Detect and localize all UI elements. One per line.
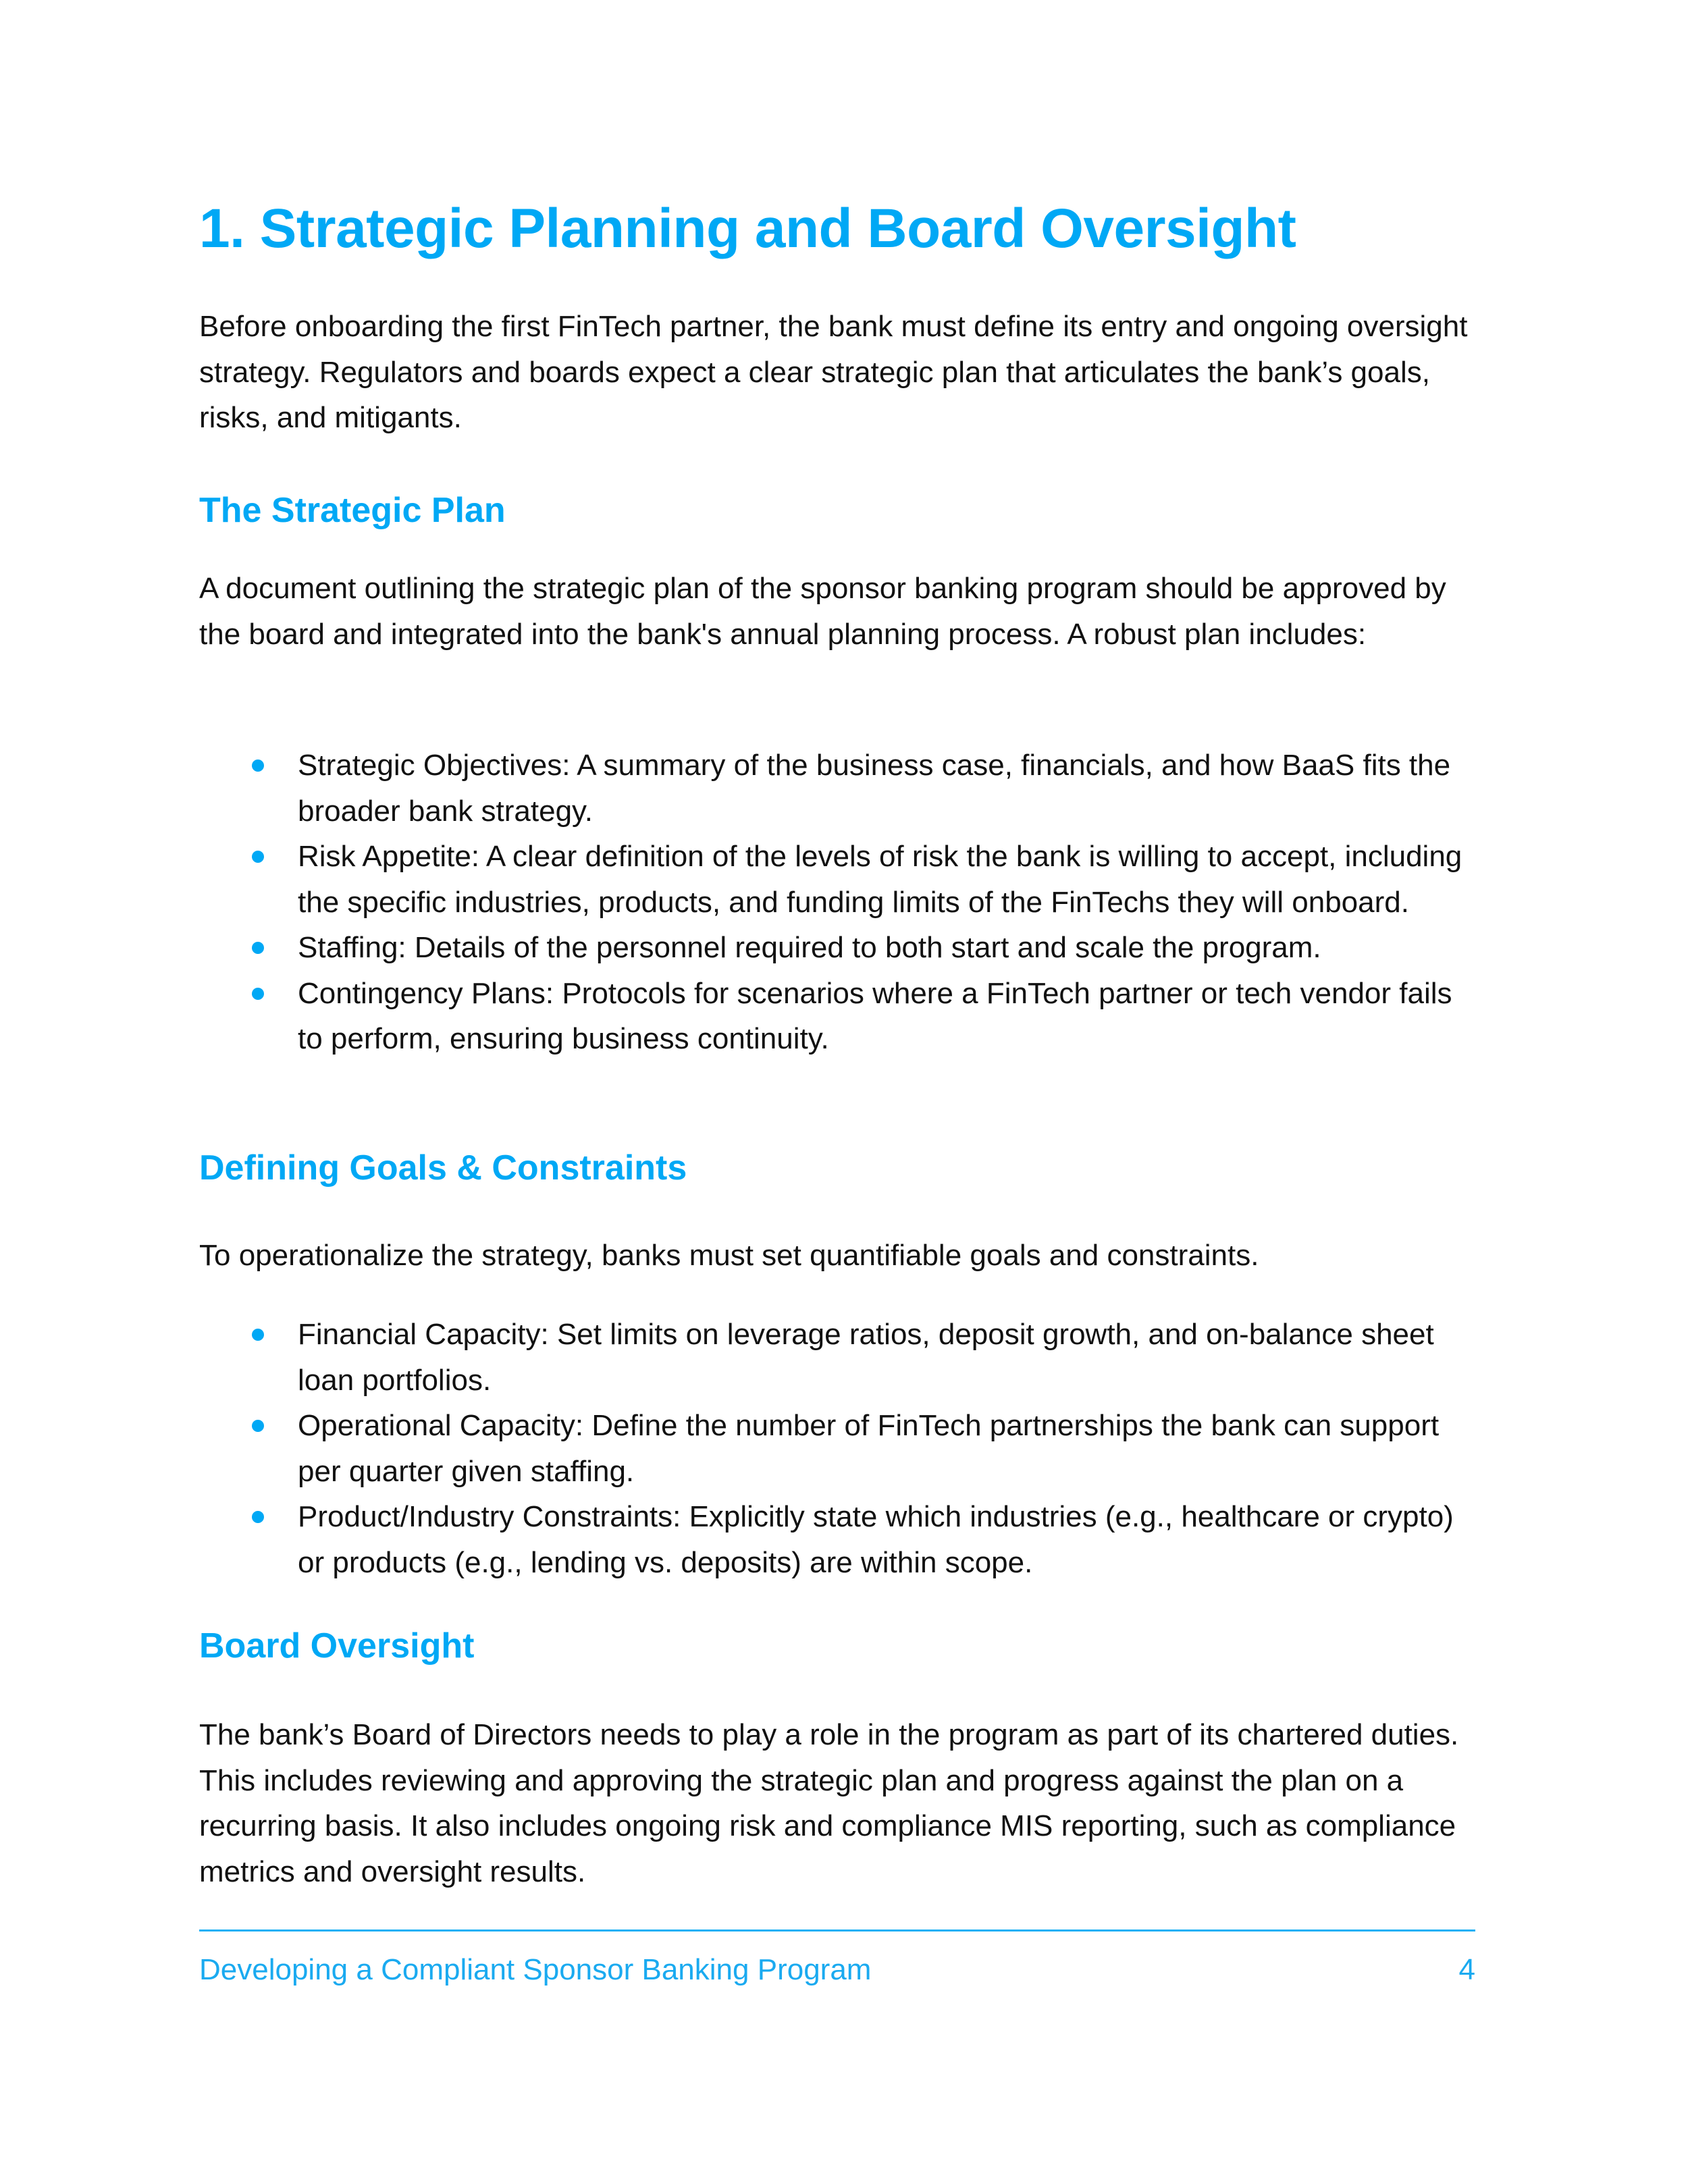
bullet-icon: [252, 1420, 264, 1432]
bullet-icon: [252, 942, 264, 954]
bullet-icon: [252, 1511, 264, 1523]
board-oversight-paragraph: The bank’s Board of Directors needs to play a role in the program as part of its chartered duties. This includes reviewing and approving the strategic plan and progress against the plan on a recurring basis. It also includes ongoing risk and compliance MIS reporting, such as compliance metrics and oversight results.: [199, 1718, 1459, 1888]
list-item: Financial Capacity: Set limits on leverage ratios, deposit growth, and on-balance sheet loan portfolios.: [199, 1312, 1475, 1403]
section-heading-goals-constraints: Defining Goals & Constraints: [199, 1148, 687, 1188]
list-item: Risk Appetite: A clear definition of the levels of risk the bank is willing to accept, including the specific industries, products, and funding limits of the FinTechs they will onboard.: [199, 834, 1475, 925]
strategic-plan-list: [199, 743, 1475, 1062]
bullet-icon: [252, 988, 264, 1000]
list-item: Contingency Plans: Protocols for scenarios where a FinTech partner or tech vendor fails to perform, ensuring business continuity.: [199, 971, 1475, 1062]
list-item: Operational Capacity: Define the number of FinTech partnerships the bank can support per quarter given staffing.: [199, 1403, 1475, 1494]
list-item: Strategic Objectives: A summary of the business case, financials, and how BaaS fits the broader bank strategy.: [199, 743, 1475, 834]
goals-constraints-list: [199, 1312, 1475, 1585]
section-heading-strategic-plan: The Strategic Plan: [199, 491, 506, 530]
section-heading-board-oversight: Board Oversight: [199, 1626, 475, 1666]
goals-constraints-paragraph: To operationalize the strategy, banks must set quantifiable goals and constraints.: [199, 1239, 1259, 1272]
list-item: Staffing: Details of the personnel required to both start and scale the program.: [199, 925, 1475, 971]
bullet-icon: [252, 760, 264, 772]
page-number: 4: [1458, 1953, 1475, 1986]
footer-document-title: Developing a Compliant Sponsor Banking Program: [199, 1953, 872, 1986]
intro-paragraph: Before onboarding the first FinTech partner, the bank must define its entry and ongoing oversight strategy. Regulators and boards expect a clear strategic plan that articulates the bank’s goals, risks, and mitigants.: [199, 310, 1468, 434]
bullet-icon: [252, 1329, 264, 1341]
footer-divider: [199, 1929, 1475, 1932]
list-item: Product/Industry Constraints: Explicitly state which industries (e.g., healthcare or crypto) or products (e.g., lending vs. deposits) are within scope.: [199, 1494, 1475, 1585]
strategic-plan-paragraph: A document outlining the strategic plan of the sponsor banking program should be approved by the board and integrated into the bank's annual planning process. A robust plan includes:: [199, 572, 1446, 651]
page-title: 1. Strategic Planning and Board Oversight: [199, 198, 1296, 259]
bullet-icon: [252, 851, 264, 863]
